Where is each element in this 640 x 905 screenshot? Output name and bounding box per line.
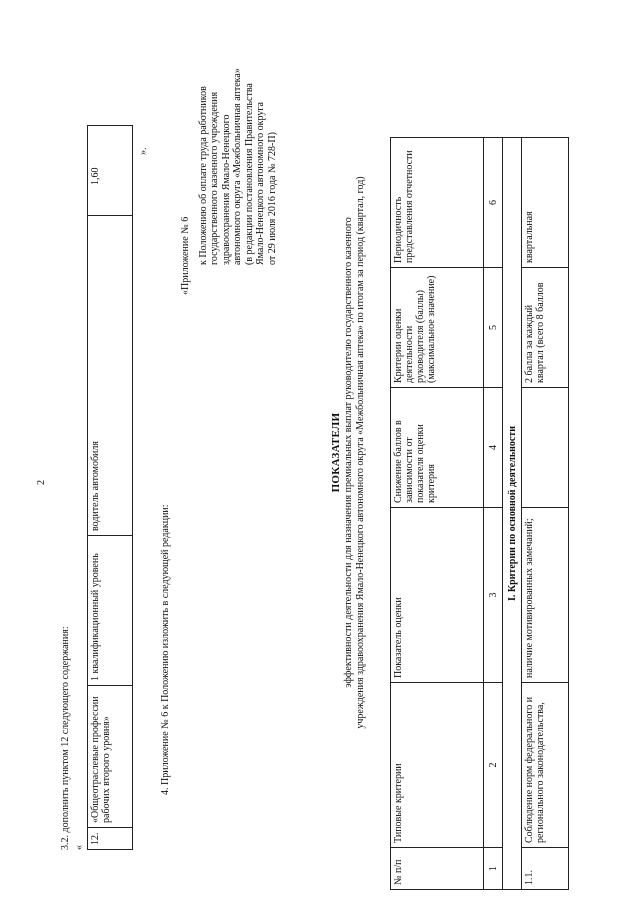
table-row (522, 138, 569, 890)
row-number: 1.1. (522, 848, 569, 890)
appendix-line: здравоохранения Ямало-Ненецкого (220, 114, 232, 265)
header-points: Критерии оценки деятельности руководителя (баллы) (максимальное значение) (391, 268, 484, 388)
section-title: I. Критерии по основной деятельности (503, 138, 522, 890)
close-quote: ». (138, 147, 149, 155)
appendix-line: Ямало-Ненецкого автономного округа (255, 102, 266, 265)
row-indicator: наличие мотивированных замечаний; (522, 508, 569, 683)
row-period: квартальная (522, 138, 569, 268)
row-number: 12. (88, 828, 133, 850)
column-number: 1 (484, 848, 503, 890)
appendix-line: от 29 июля 2016 года № 728-П) (266, 132, 278, 265)
header-indicator: Показатель оценки (391, 508, 484, 683)
appendix-title: «Приложение № 6 (180, 216, 191, 295)
column-number-row (484, 138, 503, 890)
appendix-line: (в редакции постановления Правительства (243, 83, 255, 265)
column-number: 5 (484, 268, 503, 388)
header-reduction: Снижение баллов в зависимости от показателя оценки критерия (391, 388, 484, 508)
coefficient: 1,60 (88, 126, 133, 216)
qualification-level: 1 квалификационный уровень (88, 536, 133, 686)
profession-name: водитель автомобиля (88, 216, 133, 536)
appendix-block (180, 65, 278, 295)
appendix-line: к Положению об оплате труда работников (197, 86, 209, 265)
row-reduction (522, 388, 569, 508)
column-number: 6 (484, 138, 503, 268)
heading-title: ПОКАЗАТЕЛИ (330, 412, 342, 493)
indicators-table (390, 137, 569, 890)
heading-line-2: учреждения здравоохранения Ямало-Ненецкого автономного округа «Межбольничная аптека» по итогам за период (квартал, год) (354, 176, 366, 729)
column-number: 4 (484, 388, 503, 508)
row-points: 2 балла за каждый квартал (всего 8 баллов (522, 268, 569, 388)
header-criteria: Типовые критерии (391, 683, 484, 848)
appendix-line: автономного округа «Межбольничная аптека» (232, 68, 243, 265)
header-number: № п/п (391, 848, 484, 890)
page-number: 2 (36, 480, 47, 485)
column-number: 3 (484, 508, 503, 683)
indicators-heading (330, 0, 366, 905)
header-row (391, 138, 484, 890)
profession-row (88, 126, 133, 850)
heading-line-1: эффективности деятельности для назначения премиальных выплат руководителю государственного казенного (343, 217, 354, 688)
row-criterion: Соблюдение норм федерального и регионального законодательства, (522, 683, 569, 848)
item-3-2-text: 3.2. дополнить пунктом 12 следующего содержания: (60, 626, 71, 850)
appendix-line: государственного казенного учреждения (209, 91, 220, 265)
profession-group: «Общеотраслевые профессии рабочих второго уровня» (88, 686, 133, 828)
open-quote: « (74, 845, 85, 850)
section-row (503, 138, 522, 890)
profession-table (87, 125, 133, 850)
header-period: Периодичность представления отчетности (391, 138, 484, 268)
item-4-text: 4. Приложение № 6 к Положению изложить в следующей редакции: (160, 504, 171, 795)
column-number: 2 (484, 683, 503, 848)
